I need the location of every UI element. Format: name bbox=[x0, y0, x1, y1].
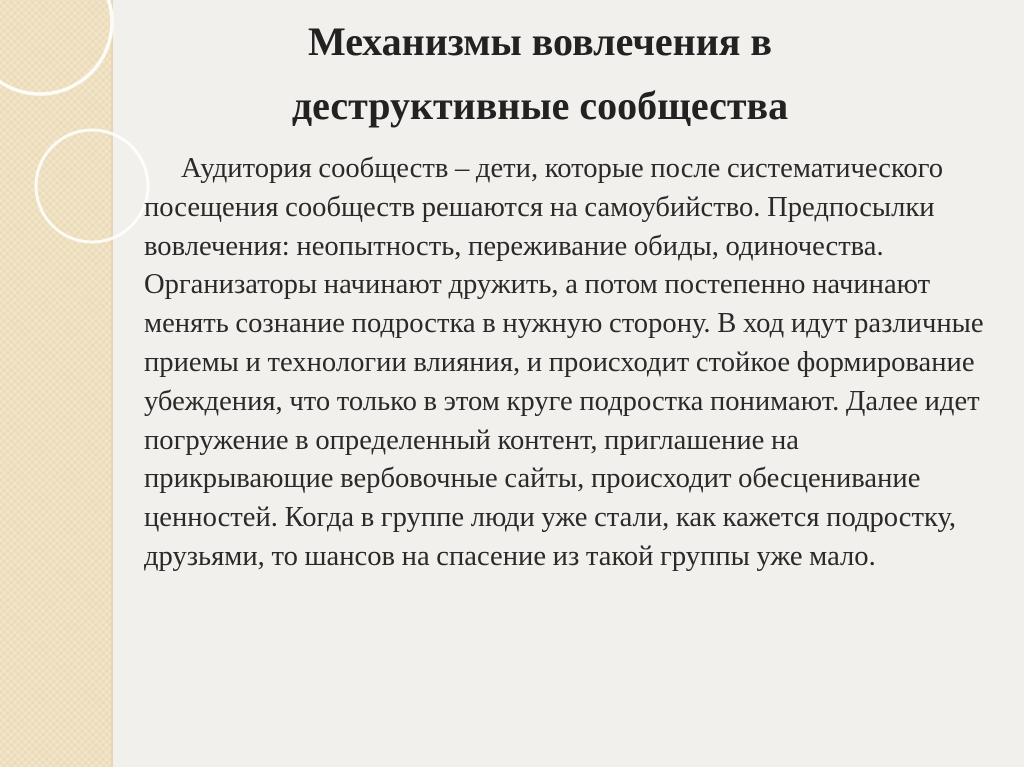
slide-body-paragraph: Аудитория сообществ – дети, которые после систематического посещения сообществ решаются на самоубийство. Предпосылки вовлечения: неопытность, переживание обиды, одиночества. Организаторы начинают дружить, а потом постепенно начинают менять сознание подростка в нужную сторону. В ход идут различные приемы и технологии влияния, и происходит стойкое формирование убеждения, что только в этом круге подростка понимают. Далее идет погружение в определенный контент, приглашение на прикрывающие вербовочные сайты, происходит обесценивание ценностей. Когда в группе люди уже стали, как кажется подростку, друзьями, то шансов на спасение из такой группы уже мало. bbox=[144, 153, 984, 572]
slide-title bbox=[200, 10, 880, 138]
slide-title-line-1: Механизмы вовлечения в bbox=[308, 19, 772, 64]
decorative-ring-upper bbox=[0, 0, 112, 94]
slide-title-line-2: деструктивные сообщества bbox=[291, 83, 789, 128]
decorative-ring-lower bbox=[36, 130, 148, 242]
decorative-rings bbox=[0, 0, 160, 300]
